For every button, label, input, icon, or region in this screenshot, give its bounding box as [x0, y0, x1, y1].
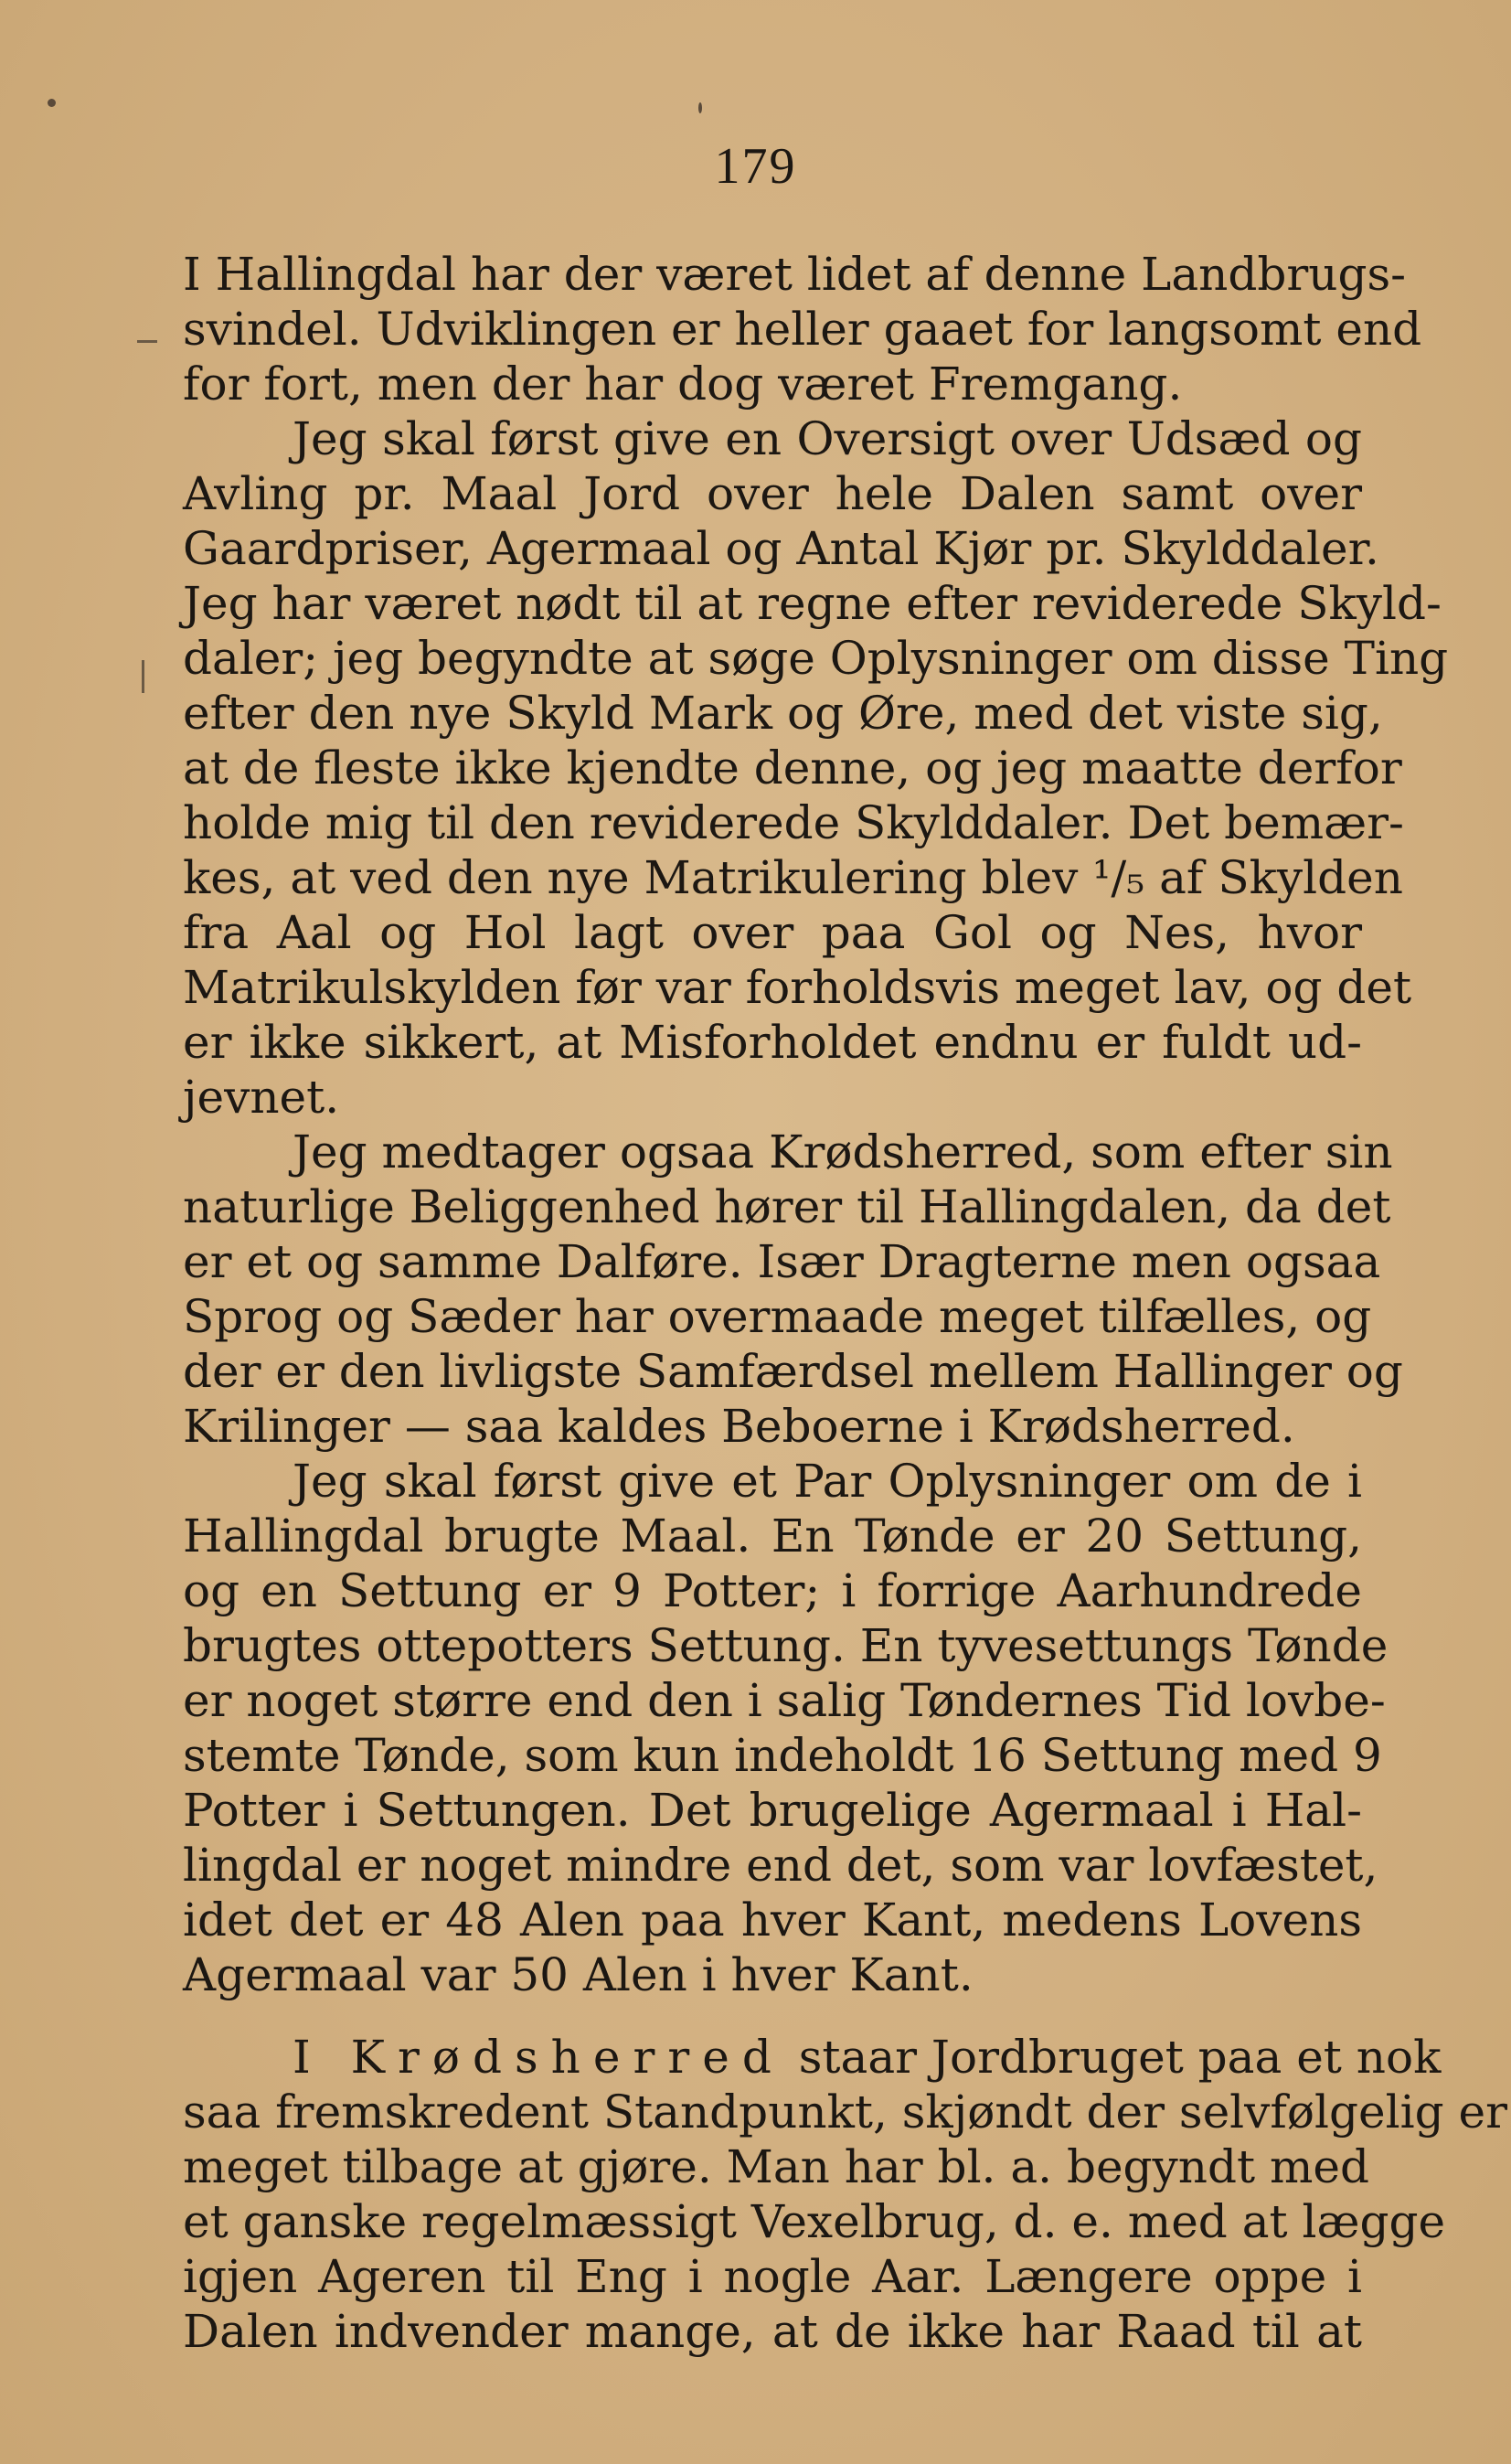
text-line: og en Settung er 9 Potter; i forrige Aarhundrede [183, 1564, 1362, 1617]
paragraph [183, 411, 1449, 1125]
margin-mark [142, 660, 144, 693]
text-line: Jeg skal først give et Par Oplysninger om de i [293, 1455, 1362, 1508]
text-line: naturlige Beliggenhed hører til Hallingdalen, da det [183, 1180, 1391, 1233]
text-line: at de fleste ikke kjendte denne, og jeg maatte derfor [183, 741, 1402, 795]
text-line [183, 2030, 1442, 2085]
text-line: brugtes ottepotters Settung. En tyvesettungs Tønde [183, 1619, 1389, 1672]
text-line: fra Aal og Hol lagt over paa Gol og Nes, hvor [183, 906, 1362, 959]
text-line: igjen Ageren til Eng i nogle Aar. Længere oppe i [183, 2250, 1362, 2303]
text-line: stemte Tønde, som kun indeholdt 16 Settung med 9 [183, 1729, 1382, 1782]
text-line: Dalen indvender mange, at de ikke har Raad til at [183, 2305, 1362, 2358]
text-line: for fort, men der har dog været Fremgang. [183, 357, 1183, 411]
text-line: Matrikulskylden før var forholdsvis meget lav, og det [183, 961, 1412, 1014]
text-line: er noget større end den i salig Tøndernes Tid lovbe- [183, 1674, 1386, 1727]
body-text [183, 247, 1507, 2359]
text-line: Jeg medtager ogsaa Krødsherred, som efter sin [293, 1125, 1393, 1179]
text-line: Krilinger — saa kaldes Beboerne i Krødsherred. [183, 1400, 1295, 1453]
text-line: I Hallingdal har der været lidet af denne Landbrugs- [183, 248, 1407, 301]
paragraph [183, 1454, 1389, 2002]
text-line: er ikke sikkert, at Misforholdet endnu er fuldt ud- [183, 1016, 1362, 1069]
paragraph-gap [183, 2002, 1362, 2030]
text-line: Jeg skal først give en Oversigt over Udsæd og [293, 412, 1362, 465]
text-line: kes, at ved den nye Matrikulering blev ¹/₅ af Skylden [183, 851, 1403, 904]
paper-speck [698, 102, 702, 113]
spaced-place-name: I Krødsherred [293, 2031, 784, 2084]
text-line: daler; jeg begyndte at søge Oplysninger om disse Ting [183, 632, 1449, 685]
text-line: Avling pr. Maal Jord over hele Dalen samt over [183, 467, 1362, 520]
text-line: svindel. Udviklingen er heller gaaet for langsomt end [183, 303, 1422, 356]
text-line: efter den nye Skyld Mark og Øre, med det viste sig, [183, 687, 1383, 740]
text-line: Hallingdal brugte Maal. En Tønde er 20 Settung, [183, 1509, 1362, 1563]
line-rest: staar Jordbruget paa et nok [798, 2031, 1442, 2084]
text-line: er et og samme Dalføre. Især Dragterne men ogsaa [183, 1235, 1381, 1288]
paragraph [183, 1125, 1403, 1454]
text-line: Gaardpriser, Agermaal og Antal Kjør pr. Skylddaler. [183, 522, 1379, 575]
text-line: Potter i Settungen. Det brugelige Agermaal i Hal- [183, 1784, 1362, 1837]
paper-speck [48, 99, 56, 107]
text-line: et ganske regelmæssigt Vexelbrug, d. e. med at lægge [183, 2195, 1446, 2248]
text-line: meget tilbage at gjøre. Man har bl. a. begyndt med [183, 2140, 1369, 2193]
paragraph [183, 2030, 1507, 2359]
text-line: holde mig til den reviderede Skylddaler. Det bemær- [183, 796, 1404, 849]
text-line: idet det er 48 Alen paa hver Kant, medens Lovens [183, 1893, 1362, 1947]
margin-mark [137, 340, 157, 343]
text-line: Sprog og Sæder har overmaade meget tilfælles, og [183, 1290, 1372, 1343]
text-line: saa fremskredent Standpunkt, skjøndt der selvfølgelig er [183, 2085, 1507, 2139]
text-line: lingdal er noget mindre end det, som var lovfæstet, [183, 1839, 1378, 1892]
text-line: Agermaal var 50 Alen i hver Kant. [183, 1948, 974, 2001]
paragraph [183, 247, 1422, 411]
text-line: Jeg har været nødt til at regne efter reviderede Skyld- [183, 577, 1442, 630]
text-line: der er den livligste Samfærdsel mellem Hallinger og [183, 1345, 1403, 1398]
text-line: jevnet. [183, 1071, 340, 1124]
page-number: 179 [714, 138, 797, 195]
